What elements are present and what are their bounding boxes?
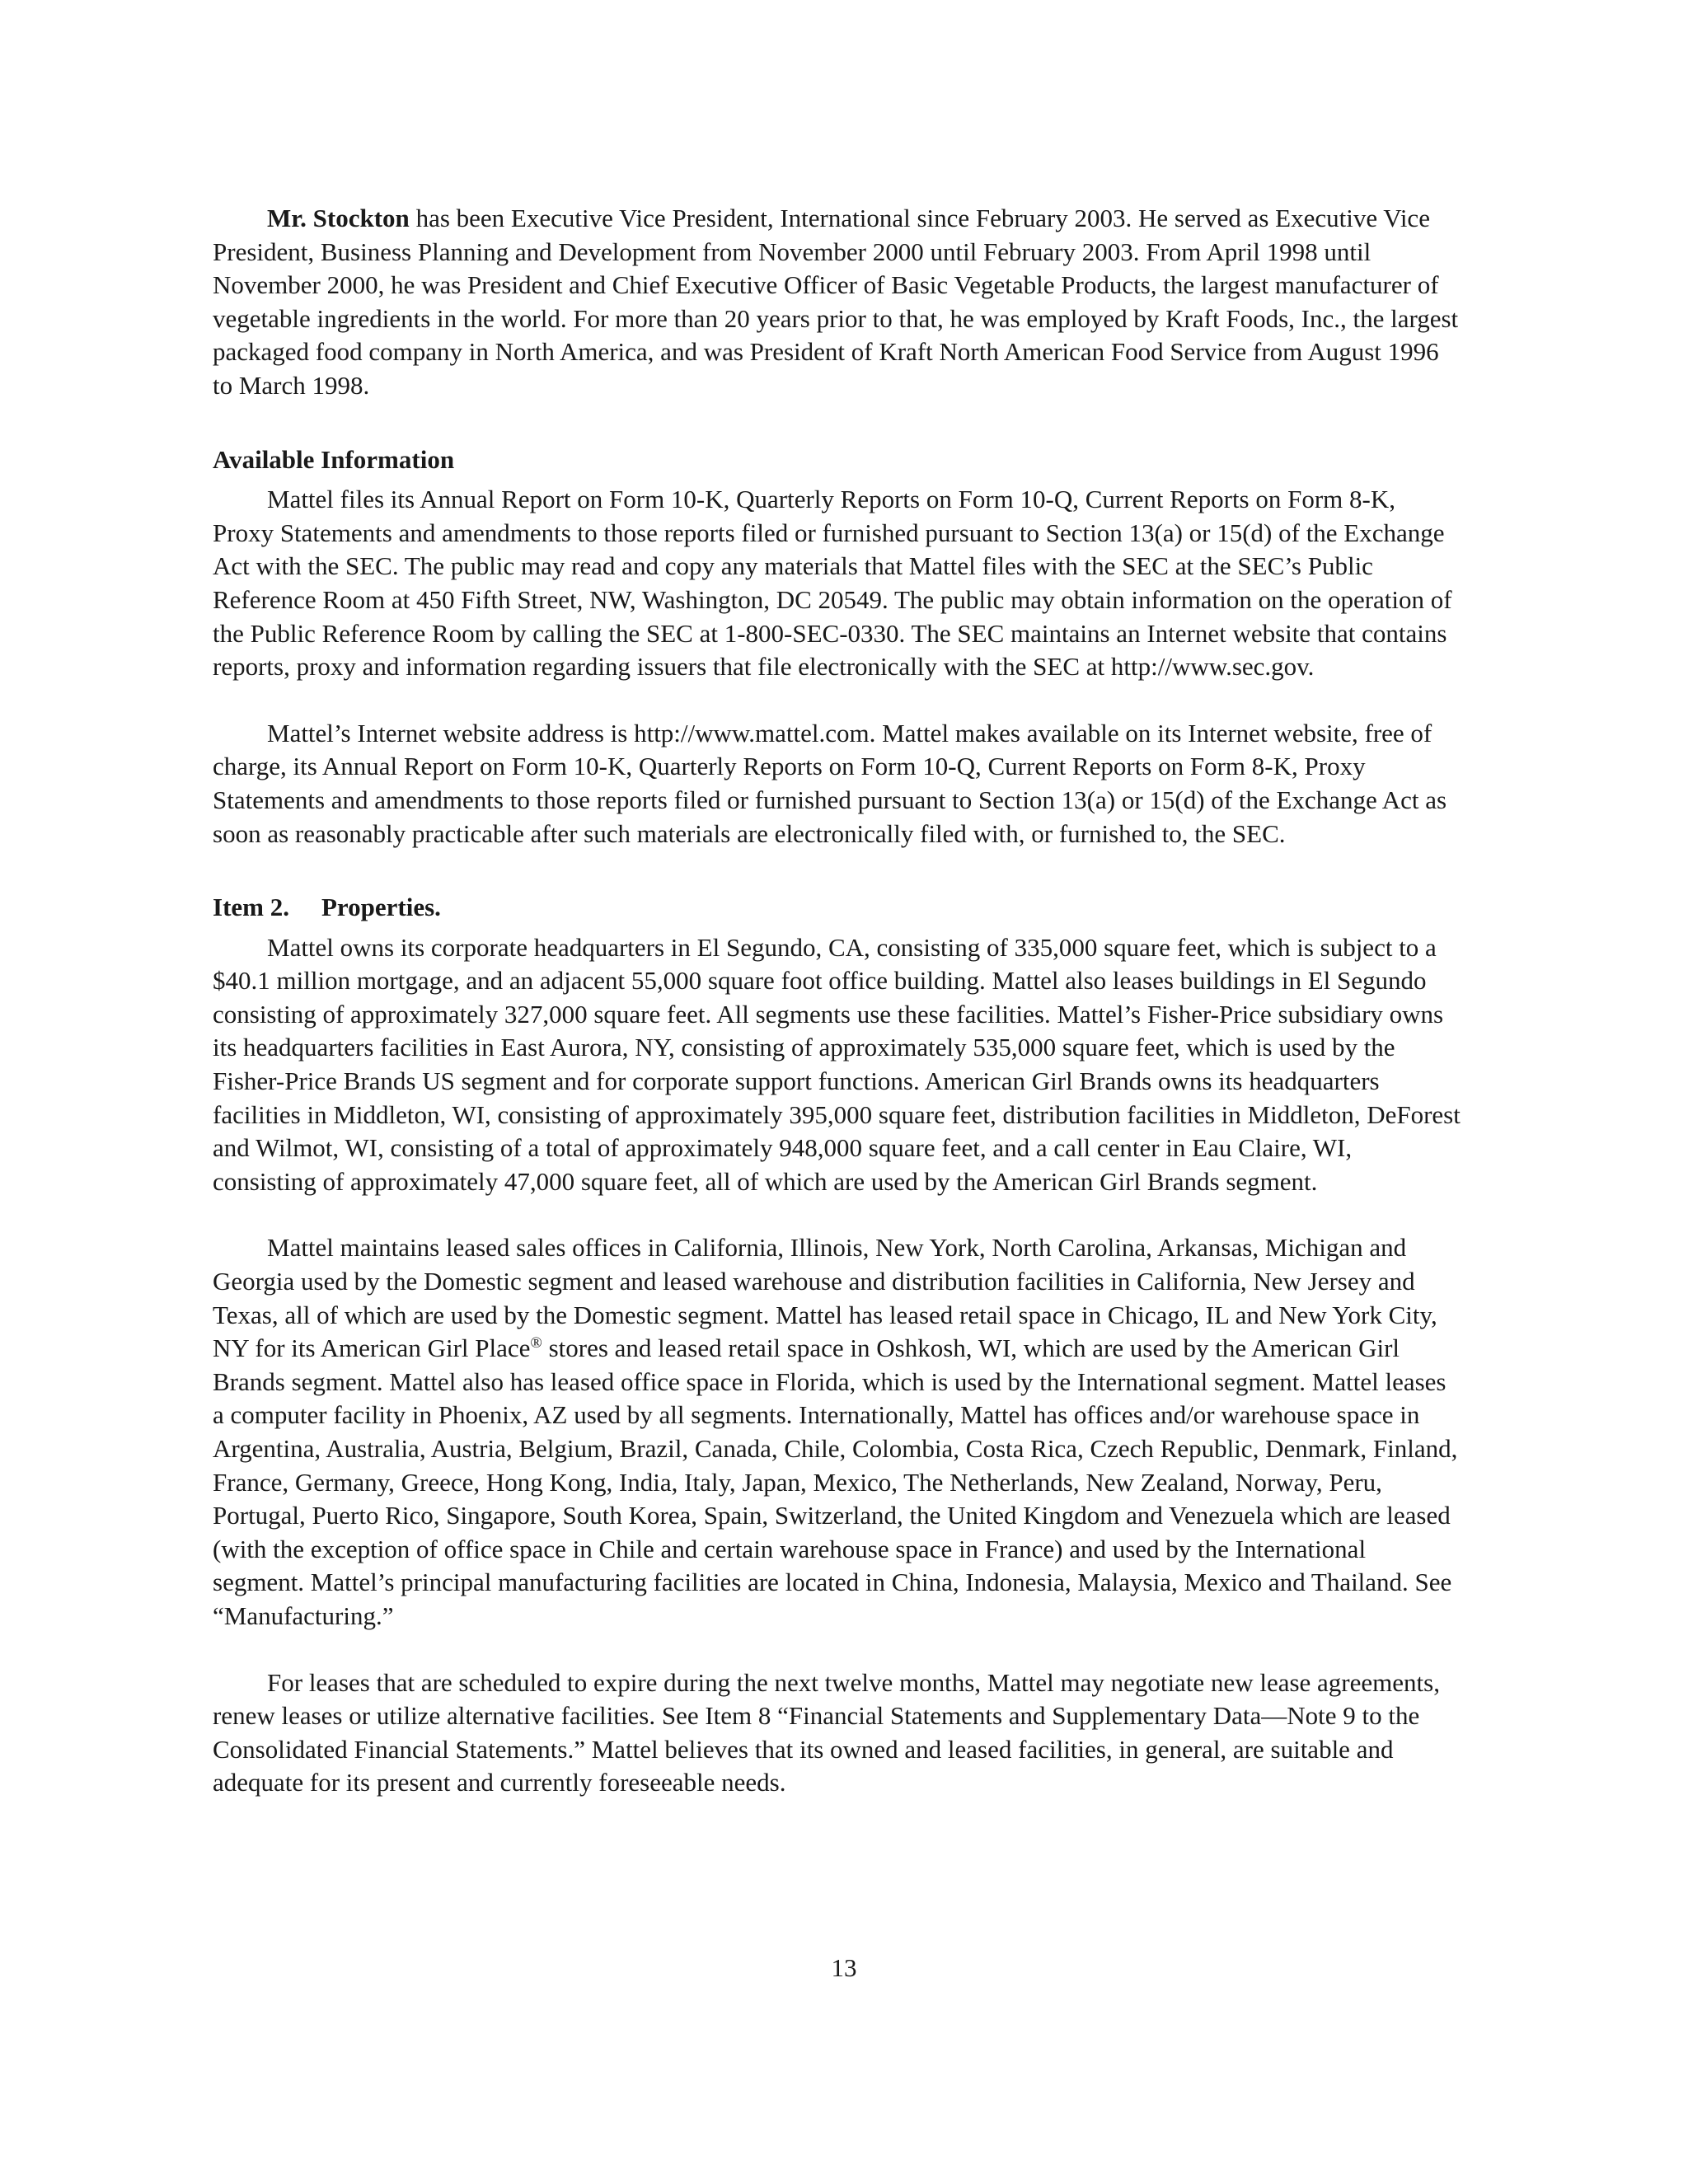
available-information-heading: Available Information xyxy=(213,444,455,474)
paragraph-spacer xyxy=(213,684,1461,717)
heading-spacer xyxy=(213,476,1461,483)
properties-paragraph-3: For leases that are scheduled to expire during the next twelve months, Mattel may negotiate new lease agreements, renew leases or utilize alternative facilities. See Item 8 “Financial Statements and Supplementary Data—Note 9 to the Consolidated Financial Statements.” Mattel believes that its owned and leased facilities, in general, are suitable and adequate for its present and currently foreseeable needs. xyxy=(213,1667,1440,1797)
section-spacer xyxy=(213,851,1461,891)
paragraph-spacer xyxy=(213,1633,1461,1666)
properties-paragraph-1: Mattel owns its corporate headquarters in El Segundo, CA, consisting of 335,000 square feet, which is subject to a $40.1 million mortgage, and an adjacent 55,000 square foot office building. Mattel also leases buildings in El Segundo consisting of approximately 327,000 square feet. All segments use these facilities. Mattel’s Fisher-Price subsidiary owns its headquarters facilities in East Aurora, NY, consisting of approximately 535,000 square feet, which is used by the Fisher-Price Brands US segment and for corporate support functions. American Girl Brands owns its headquarters facilities in Middleton, WI, consisting of approximately 395,000 square feet, distribution facilities in Middleton, DeForest and Wilmot, WI, consisting of a total of approximately 948,000 square feet, and a call center in Eau Claire, WI, consisting of approximately 47,000 square feet, all of which are used by the American Girl Brands segment. xyxy=(213,932,1461,1196)
available-information-paragraph-2: Mattel’s Internet website address is http://www.mattel.com. Mattel makes available on its Internet website, free of charge, its Annual Report on Form 10-K, Quarterly Reports on Form 10-Q, Current Reports on Form 8-K, Proxy Statements and amendments to those reports filed or furnished pursuant to Section 13(a) or 15(d) of the Exchange Act as soon as reasonably practicable after such materials are electronically filed with, or furnished to, the SEC. xyxy=(213,718,1447,848)
stockton-bio-paragraph xyxy=(213,202,1461,403)
paragraph-spacer xyxy=(213,1198,1461,1231)
page-number: 13 xyxy=(831,1953,857,1982)
registered-trademark-mark: ® xyxy=(530,1334,542,1352)
available-information-paragraph-1: Mattel files its Annual Report on Form 10-K, Quarterly Reports on Form 10-Q, Current Reports on Form 8-K, Proxy Statements and amendments to those reports filed or furnished pursuant to Section 13(a) or 15(d) of the Exchange Act with the SEC. The public may read and copy any materials that Mattel files with the SEC at the SEC’s Public Reference Room at 450 Fifth Street, NW, Washington, DC 20549. The public may obtain information on the operation of the Public Reference Room by calling the SEC at 1-800-SEC-0330. The SEC maintains an Internet website that contains reports, proxy and information regarding issuers that file electronically with the SEC at http://www.sec.gov. xyxy=(213,485,1452,682)
stockton-name: Mr. Stockton xyxy=(267,204,410,232)
properties-title: Properties. xyxy=(321,893,441,922)
properties-heading xyxy=(213,891,1461,925)
stockton-bio-text: has been Executive Vice President, International since February 2003. He served as Executive Vice President, Business Planning and Development from November 2000 until February 2003. From April 1998 until November 2000, he was President and Chief Executive Officer of Basic Vegetable Products, the largest manufacturer of vegetable ingredients in the world. For more than 20 years prior to that, he was employed by Kraft Foods, Inc., the largest packaged food company in North America, and was President of Kraft North American Food Service from August 1996 to March 1998. xyxy=(213,204,1459,400)
properties-paragraph-2-part-2: stores and leased retail space in Oshkosh, WI, which are used by the American Girl Brands segment. Mattel also has leased office space in Florida, which is used by the International segment. Mattel leases a computer facility in Phoenix, AZ used by all segments. Internationally, Mattel has offices and/or warehouse space in Argentina, Australia, Austria, Belgium, Brazil, Canada, Chile, Colombia, Costa Rica, Czech Republic, Denmark, Finland, France, Germany, Greece, Hong Kong, India, Italy, Japan, Mexico, The Netherlands, New Zealand, Norway, Peru, Portugal, Puerto Rico, Singapore, South Korea, Spain, Switzerland, the United Kingdom and Venezuela which are leased (with the exception of office space in Chile and certain warehouse space in France) and used by the International segment. Mattel’s principal manufacturing facilities are located in China, Indonesia, Malaysia, Mexico and Thailand. See “Manufacturing.” xyxy=(213,1333,1458,1630)
properties-paragraph-2 xyxy=(213,1231,1461,1633)
section-spacer xyxy=(213,403,1461,443)
document-page xyxy=(213,202,1461,1800)
properties-paragraph-2-part-1: Mattel maintains leased sales offices in California, Illinois, New York, North Carolina, Arkansas, Michigan and Georgia used by the Domestic segment and leased warehouse and distribution facilities in California, New Jersey and Texas, all of which are used by the Domestic segment. Mattel has leased retail space in Chicago, IL and New York City, NY for its American Girl Place xyxy=(213,1233,1437,1363)
item-number-label: Item 2. xyxy=(213,893,289,922)
heading-spacer xyxy=(213,925,1461,931)
